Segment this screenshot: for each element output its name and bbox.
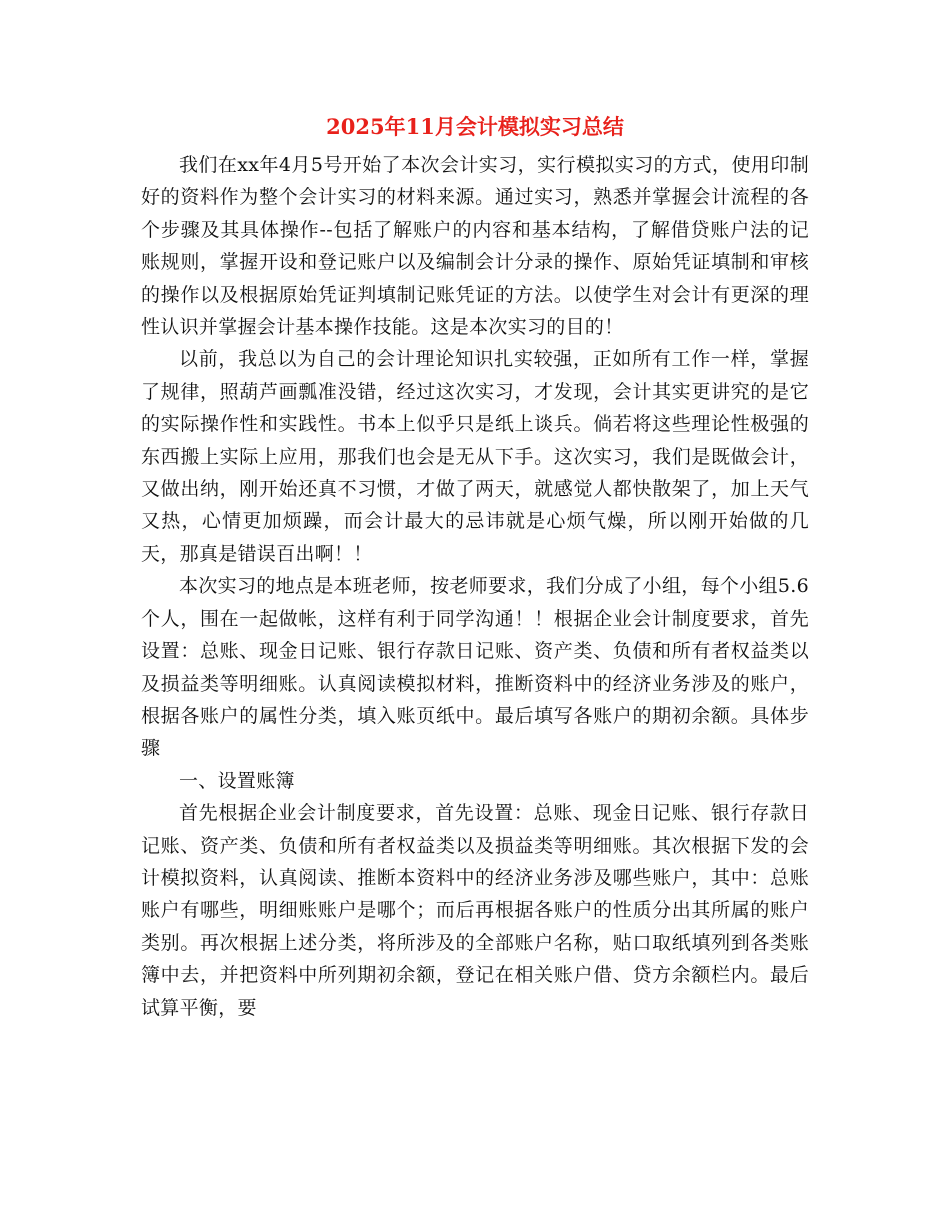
document-body	[141, 149, 809, 1024]
paragraph-purpose: 我们在xx年4月5号开始了本次会计实习，实行模拟实习的方式，使用印制好的资料作为整个会计实习的材料来源。通过实习，熟悉并掌握会计流程的各个步骤及其具体操作--包括了解账户的内容和基本结构，了解借贷账户法的记账规则，掌握开设和登记账户以及编制会计分录的操作、原始凭证填制和审核的操作以及根据原始凭证判填制记账凭证的方法。以使学生对会计有更深的理性认识并掌握会计基本操作技能。这是本次实习的目的！	[141, 154, 809, 339]
section-heading-setup-ledgers: 一、设置账簿	[179, 769, 295, 792]
paragraph-reflection: 以前，我总以为自己的会计理论知识扎实较强，正如所有工作一样，掌握了规律，照葫芦画瓢准没错，经过这次实习，才发现，会计其实更讲究的是它的实际操作性和实践性。书本上似乎只是纸上谈兵。倘若将这些理论性极强的东西搬上实际上应用，那我们也会是无从下手。这次实习，我们是既做会计，又做出纳，刚开始还真不习惯，才做了两天，就感觉人都快散架了，加上天气又热，心情更加烦躁，而会计最大的忌讳就是心烦气燥，所以刚开始做的几天，那真是错误百出啊！！	[141, 348, 809, 565]
document-title: 2025年11月会计模拟实习总结	[326, 114, 624, 139]
paragraph-setup-ledgers: 首先根据企业会计制度要求，首先设置：总账、现金日记账、银行存款日记账、资产类、负债和所有者权益类以及损益类等明细账。其次根据下发的会计模拟资料，认真阅读、推断本资料中的经济业务涉及哪些账户，其中：总账账户有哪些，明细账账户是哪个；而后再根据各账户的性质分出其所属的账户类别。再次根据上述分类，将所涉及的全部账户名称，贴口取纸填列到各类账簿中去，并把资料中所列期初余额，登记在相关账户借、贷方余额栏内。最后试算平衡，要	[141, 802, 809, 1019]
paragraph-process: 本次实习的地点是本班老师，按老师要求，我们分成了小组，每个小组5.6个人，围在一起做帐，这样有利于同学沟通！！根据企业会计制度要求，首先设置：总账、现金日记账、银行存款日记账、资产类、负债和所有者权益类以及损益类等明细账。认真阅读模拟材料，推断资料中的经济业务涉及的账户，根据各账户的属性分类，填入账页纸中。最后填写各账户的期初余额。具体步骤	[141, 575, 809, 760]
